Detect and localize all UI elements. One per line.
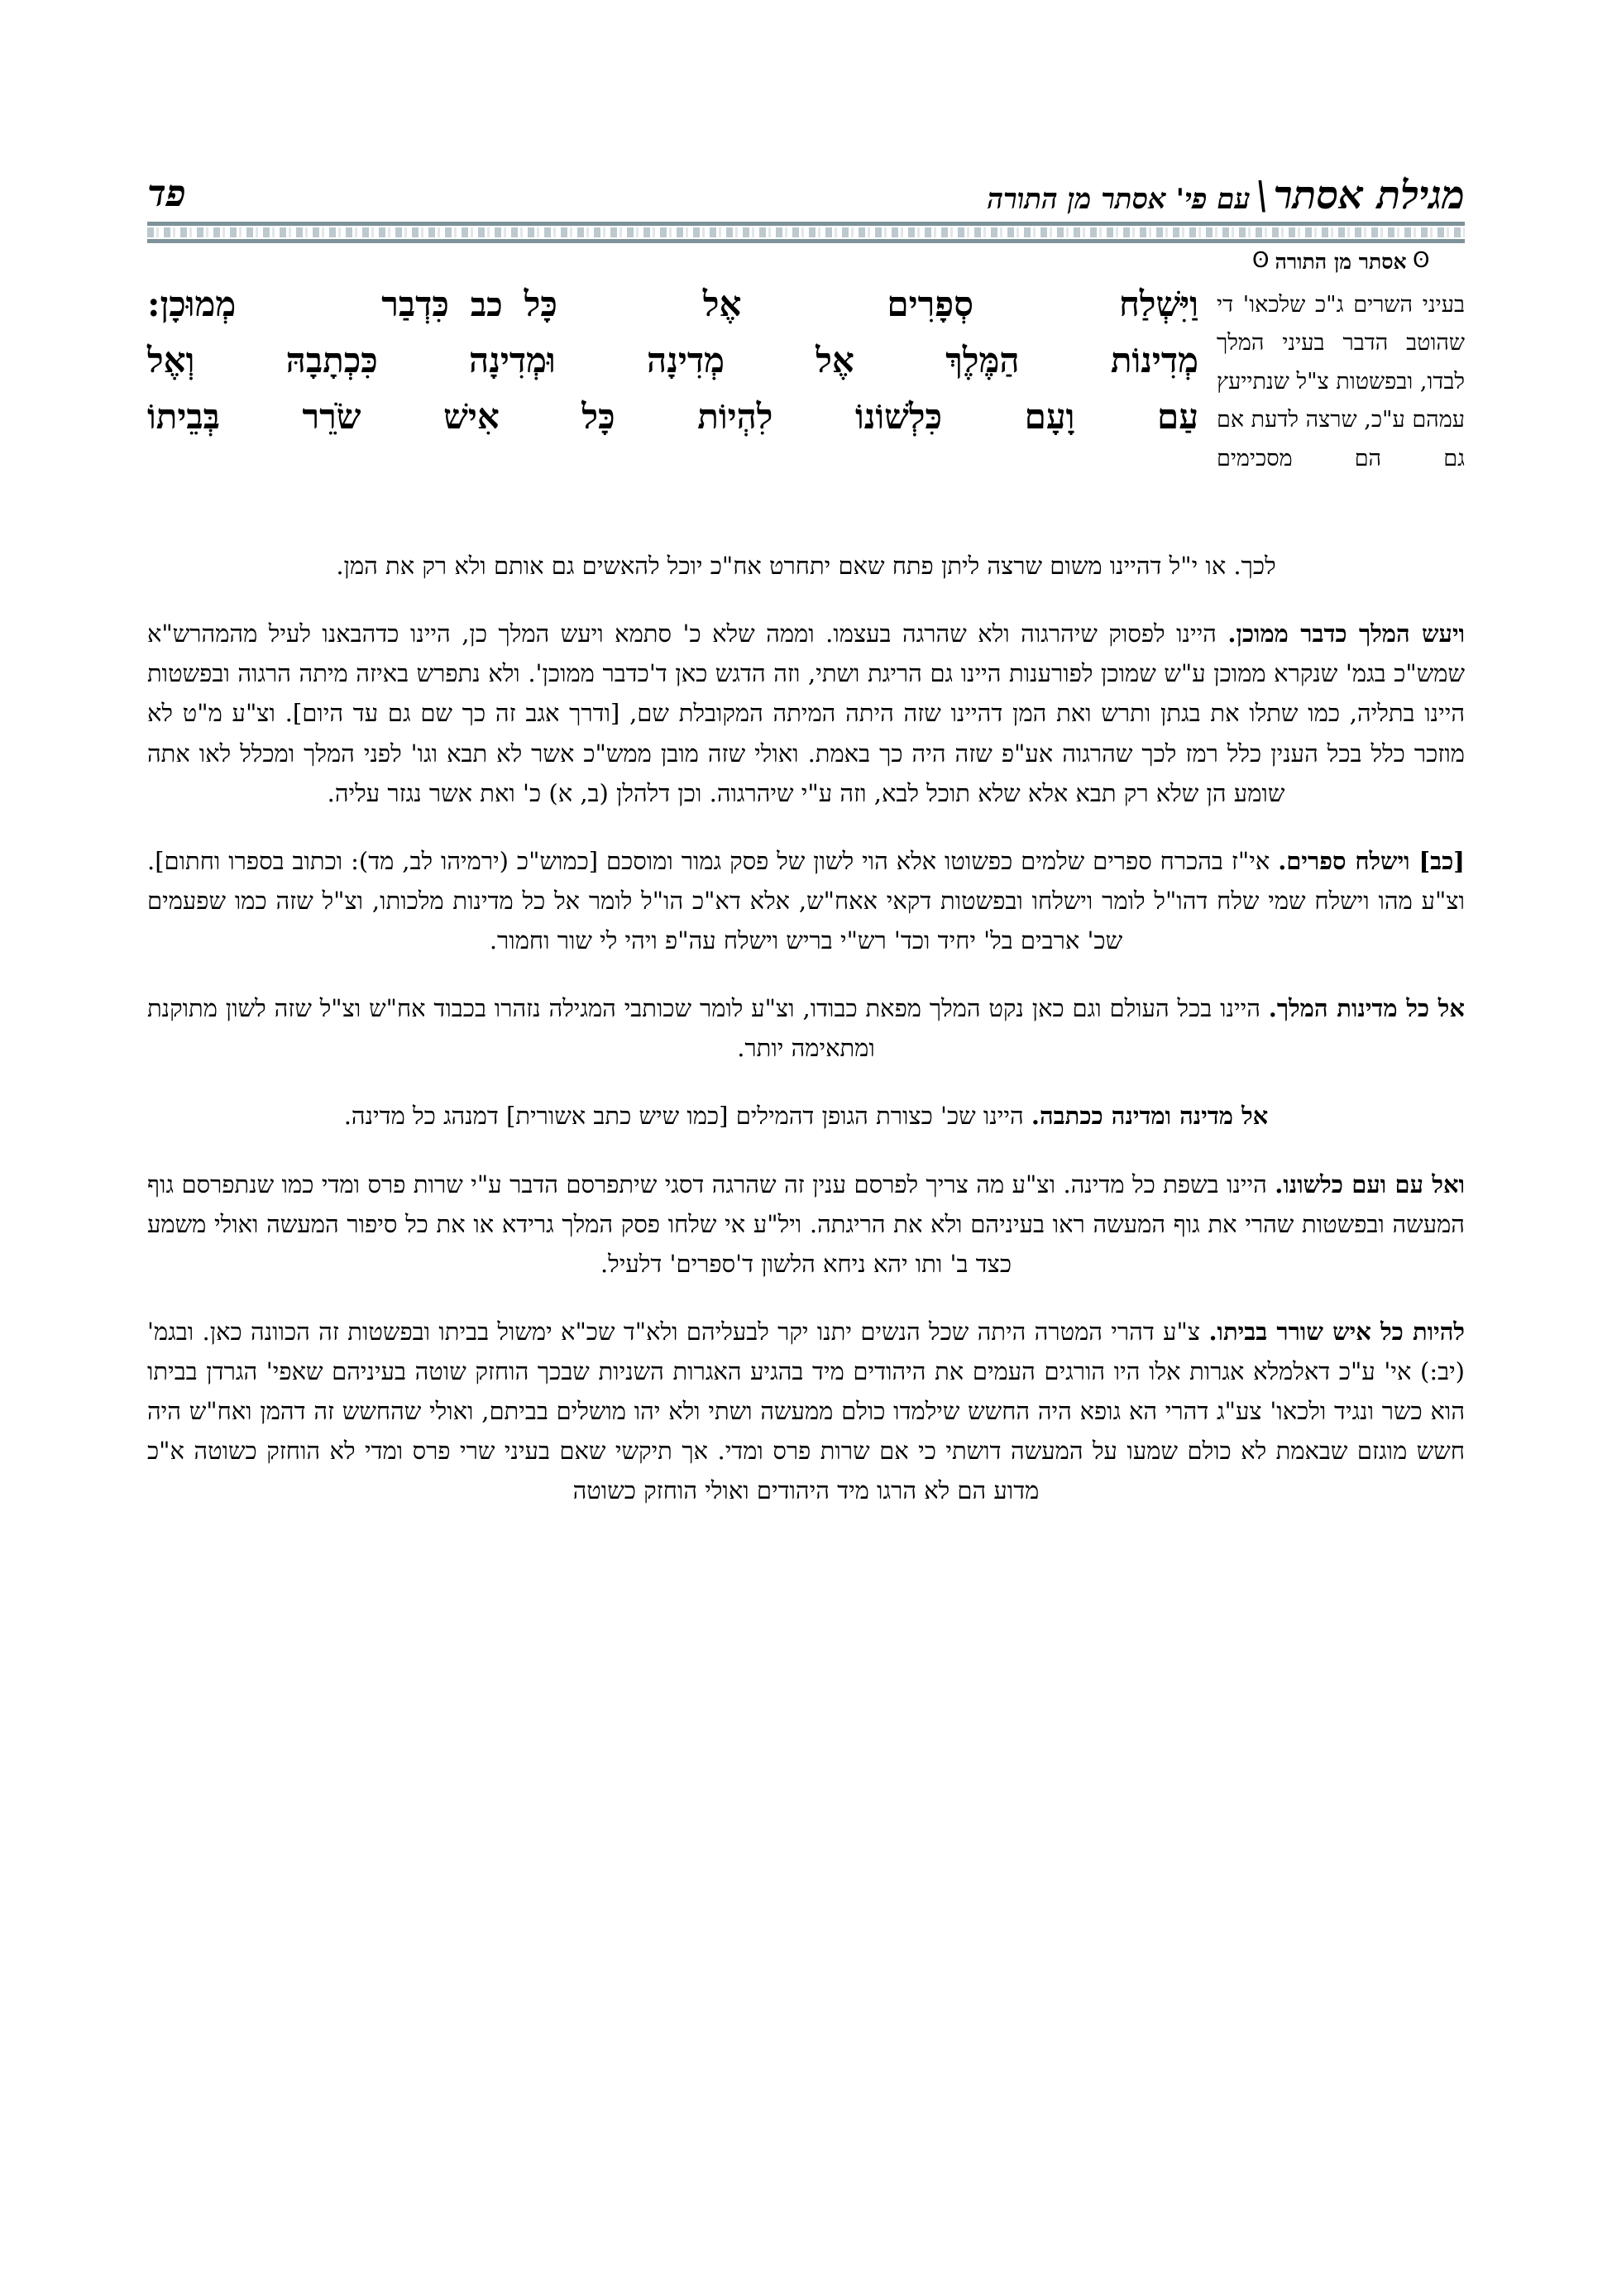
paragraph-body: לכך. או י"ל דהיינו משום שרצה ליתן פתח שאם יתחרט אח"כ יוכל להאשים גם אותם ולא רק את המן. xyxy=(336,552,1276,580)
paragraph-body: אי"ז בהכרח ספרים שלמים כפשוטו אלא הוי לשון של פסק גמור ומוסכם [כמוש"כ (ירמיהו לב, מד): וכתוב בספרו וחתום]. וצ"ע מהו וישלח שמי שלח דהו"ל לומר וישלחו ובפשטות דקאי אאח"ש, אלא דא"כ הו"ל לומר אל כל מדינות מלכותו, וצ"ל שזה כמו שפעמים שכ' ארבים בל' יחיד וכד' רש"י בריש וישלח עה"פ ויהי לי שור וחמור. xyxy=(147,846,1465,954)
rule-line-top xyxy=(147,222,1465,226)
paragraph-vayaas xyxy=(147,614,1465,813)
paragraph-keyword: ואל עם ועם כלשונו. xyxy=(1275,1170,1465,1198)
paragraph-vayishlach xyxy=(147,841,1465,960)
commentary-column xyxy=(1217,248,1465,478)
running-head-book: מגילת אסתר xyxy=(1273,173,1465,218)
running-head-commentary: עם פי' אסתר מן התורה xyxy=(987,183,1251,216)
verse-text xyxy=(147,276,1198,332)
paragraph-el-kol-medinot xyxy=(147,988,1465,1068)
verse-line-3: עַם וָעָם כִּלְשׁוֹנוֹ לִהְיוֹת כָּל אִישׁ שֹׂרֵר בְּבֵיתוֹ xyxy=(147,396,1198,438)
verse-lead-phrase: כִּדְבַר מְמוּכָן: xyxy=(147,284,449,324)
verse-column xyxy=(147,276,1198,445)
commentary-column-text: בעיני השרים ג"כ שלכאו' די שהוטב הדבר בעיני המלך לבדו, ובפשטות צ"ל שנתייעץ עמהם ע"כ, שרצה לדעת אם גם הם מסכימים xyxy=(1217,292,1465,471)
paragraph-keyword: אל מדינה ומדינה ככתבה. xyxy=(1031,1102,1269,1131)
verse-lead: וַיִּשְׁלַח סְפָרִים אֶל כָּל xyxy=(524,284,1198,324)
paragraph-body: היינו לפסוק שיהרגוה ולא שהרגה בעצמו. וממה שלא כ' סתמא ויעש המלך כן, היינו כדהבאנו לעיל מהמהרש"א שמש"כ בגמ' שנקרא ממוכן ע"ש שמוכן לפורענות היינו גם הריגת ושתי, וזה הדגש כאן ד'כדבר ממוכן'. ולא נתפרש באיזה מיתה הרגוה ובפשטות היינו בתליה, כמו שתלו את בגתן ותרש ואת המן דהיינו שזה היתה המיתה המקובלת שם, [ודרך אגב זה כך שם גם עד היום]. וצ"ע מ"ט לא מוזכר כלל בכל הענין כלל רמז לכך שהרגוה אע"פ שזה היה כך באמת. ואולי שזה מובן ממש"כ אשר לא תבא וגו' לפני המלך ומכלל לאו אתה שומע הן שלא רק תבא אלא שלא תוכל לבא, וזה ע"י שיהרגוה. וכן דלהלן (ב, א) כ' ואת אשר נגזר עליה. xyxy=(147,619,1465,807)
decorative-rule xyxy=(147,222,1465,243)
section-heading-label: אסתר מן התורה xyxy=(1275,250,1407,274)
paragraph-keyword: אל כל מדינות המלך. xyxy=(1268,994,1465,1023)
paragraph-body: היינו שכ' כצורת הגופן דהמילים [כמו שיש כתב אשורית] דמנהג כל מדינה. xyxy=(343,1102,1024,1131)
paragraph-keyword: [כב] וישלח ספרים. xyxy=(1278,846,1466,875)
paragraph-body: היינו בשפת כל מדינה. וצ"ע מה צריך לפרסם ענין זה שהרגה דסגי שיתפרסם הדבר ע"י שרות פרס ומדי כמו שנתפרסם גוף המעשה ובפשטות שהרי את גוף המעשה ראו בעיניהם ולא את הריגתה. ויל"ע אי שלחו פסק המלך גרידא או את כל סיפור המעשה ואולי משמע כצד ב' ותו יהא ניחא הלשון ד'ספרים' דלעיל. xyxy=(147,1170,1465,1278)
verse-number: כב xyxy=(470,285,503,324)
paragraph-continued xyxy=(147,546,1465,586)
section-heading xyxy=(1217,248,1465,275)
rule-dash-pattern xyxy=(147,227,1465,237)
paragraph-body: צ"ע דהרי המטרה היתה שכל הנשים יתנו יקר לבעליהם ולא"ד שכ"א ימשול בביתו ובפשטות זה הכוונה כאן. ובגמ' (יב:) אי' ע"כ דאלמלא אגרות אלו היו הורגים העמים את היהודים מיד בהגיע האגרות השניות שבכך הוחזק שוטה בעיניהם שאפי' הגרדן בביתו הוא כשר ונגיד ולכאו' צע"ג דהרי הא גופא היה החשש שילמדו כולם ממעשה ושתי ולא יהו מושלים בביתם, ואולי שהחשש זה דהמן ואח"ש היה חשש מוגזם שבאמת לא כולם שמעו על המעשה דושתי כי אם שרות פרס ומדי. אך תיקשי שאם בעיני שרי פרס ומדי לא הוחזק כשוטה א"כ מדוע הם לא הרגו מיד היהודים ואולי הוחזק כשוטה xyxy=(147,1317,1465,1505)
folio-number: פד xyxy=(147,173,186,215)
running-head xyxy=(147,154,1465,218)
paragraph-keyword: ויעש המלך כדבר ממוכן. xyxy=(1227,619,1465,648)
running-head-separator: \ xyxy=(1255,173,1269,218)
paragraph-el-medina xyxy=(147,1096,1465,1136)
paragraph-body: היינו בכל העולם וגם כאן נקט המלך מפאת כבודו, וצ"ע לומר שכותבי המגילה נזהרו בכבוד אח"ש וצ"ל שזה לשון מתוקנת ומתאימה יותר. xyxy=(147,994,1260,1063)
rule-line-bottom xyxy=(147,239,1465,243)
flourish-right-icon: ʘ xyxy=(1251,248,1270,273)
top-block xyxy=(147,248,1465,546)
body-text xyxy=(147,546,1465,1539)
paragraph-keyword: להיות כל איש שורר בביתו. xyxy=(1208,1317,1465,1346)
verse-line-2: מְדִינוֹת הַמֶּלֶךְ אֶל מְדִינָה וּמְדִינָה כִּכְתָבָהּ וְאֶל xyxy=(147,340,1198,381)
running-head-title xyxy=(987,173,1465,218)
flourish-left-icon: ʘ xyxy=(1412,248,1430,273)
paragraph-lihyot xyxy=(147,1312,1465,1511)
paragraph-veel-am xyxy=(147,1165,1465,1284)
